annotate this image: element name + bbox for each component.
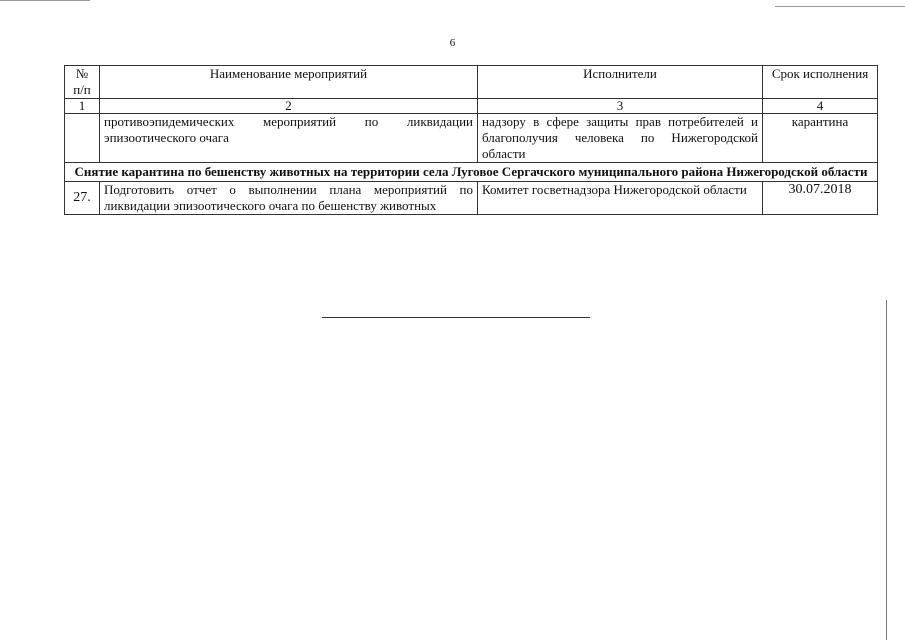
column-index-row <box>65 99 878 114</box>
scan-edge-mark-right <box>775 6 905 7</box>
row-executors: Комитет госветнадзора Нижегородской области <box>478 182 763 215</box>
closing-rule <box>322 317 590 318</box>
column-index-3: 3 <box>478 99 763 114</box>
row-term: 30.07.2018 <box>763 182 878 215</box>
row-name: Подготовить отчет о выполнении плана мероприятий по ликвидации эпизоотического очага по бешенству животных <box>100 182 478 215</box>
table-row <box>65 182 878 215</box>
continuation-executors: надзору в сфере защиты прав потребителей и благополучия человека по Нижегородской области <box>478 114 763 163</box>
table-header-row <box>65 66 878 99</box>
table-row <box>65 114 878 163</box>
page-number: 6 <box>449 37 456 49</box>
section-title: Снятие карантина по бешенству животных на территории села Луговое Сергачского муниципального района Нижегородской области <box>65 163 878 182</box>
column-index-4: 4 <box>763 99 878 114</box>
continuation-num <box>65 114 100 163</box>
section-row <box>65 163 878 182</box>
header-name: Наименование мероприятий <box>100 66 478 99</box>
header-term: Срок исполнения <box>763 66 878 99</box>
header-num: № п/п <box>65 66 100 99</box>
continuation-term: карантина <box>763 114 878 163</box>
row-num: 27. <box>65 182 100 215</box>
continuation-name: противоэпидемических мероприятий по ликвидации эпизоотического очага <box>100 114 478 163</box>
scan-edge-mark-left <box>0 0 90 1</box>
column-index-2: 2 <box>100 99 478 114</box>
scan-edge-line <box>886 300 887 640</box>
column-index-1: 1 <box>65 99 100 114</box>
header-executors: Исполнители <box>478 66 763 99</box>
events-table <box>64 65 878 215</box>
